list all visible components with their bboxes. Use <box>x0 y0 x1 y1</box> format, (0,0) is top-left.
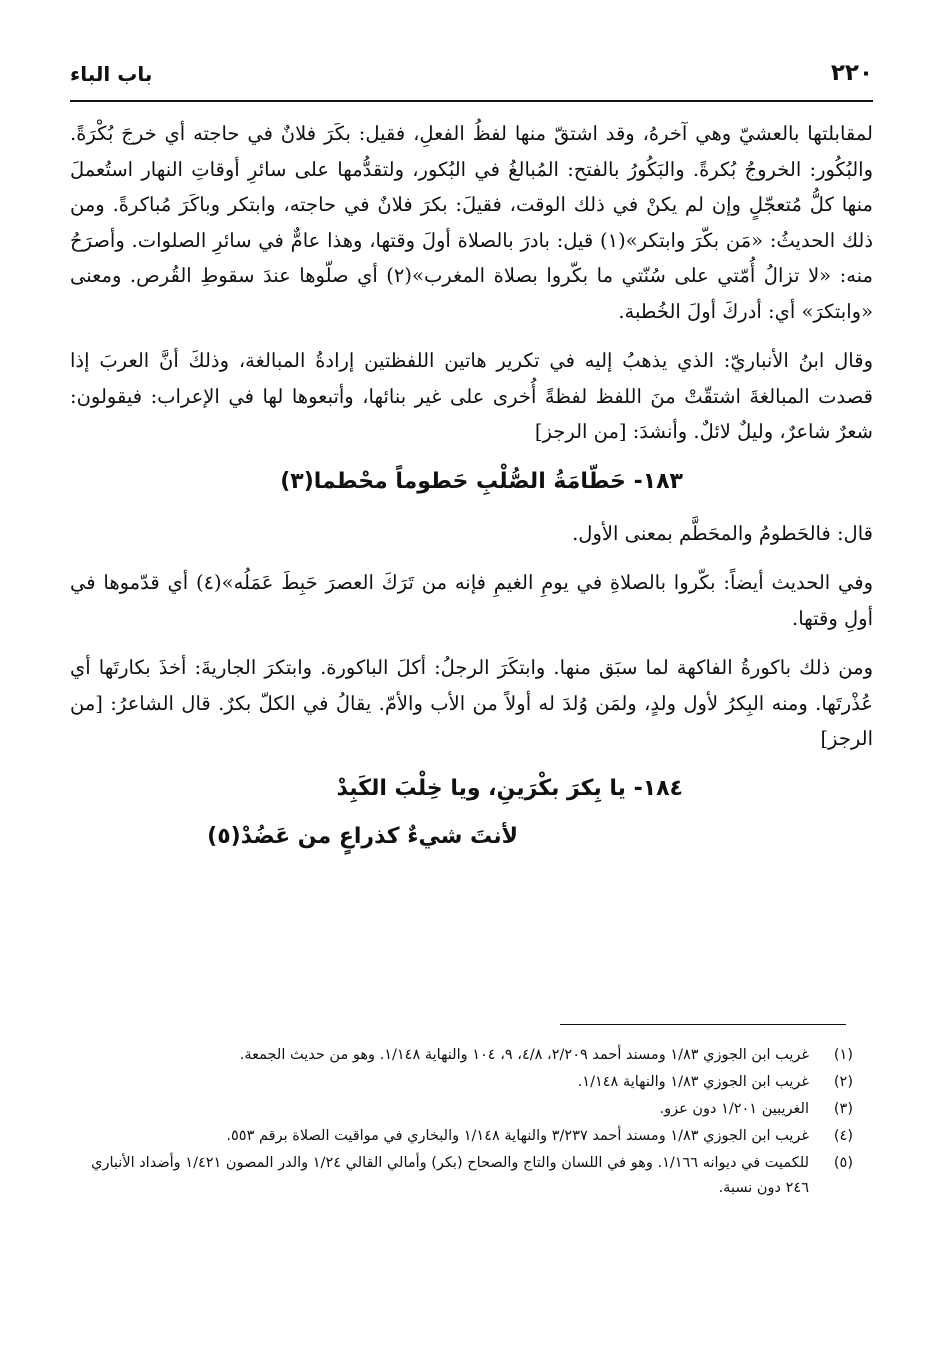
verse-184-second-hemistich: لأنتَ شيءٌ كذراعٍ من عَضُدْ(٥) <box>207 823 518 849</box>
page-number: ٢٢٠ <box>830 60 873 86</box>
paragraph-5: ومن ذلك باكورةُ الفاكهة لما سبَق منها. وابتكَرَ الرجلُ: أكلَ الباكورة. وابتكرَ الجاريةَ: أخذَ بكارتَها أي عُذْرتَها. ومنه البِكرُ لأول ولدٍ، ولمَن وُلدَ له أولاً من الأب والأمّ. يقالُ في الكلّ بكرٌ. قال الشاعرُ: [من الرجز] <box>70 656 873 750</box>
footnote-number: (٤) <box>833 1128 853 1144</box>
page-header <box>70 56 873 96</box>
header-rule <box>70 100 873 102</box>
footnote-2 <box>80 1070 853 1095</box>
footnote-number: (٢) <box>833 1074 853 1090</box>
paragraph-2: وقال ابنُ الأنباريّ: الذي يذهبُ إليه في تكرير هاتين اللفظتين إرادةُ المبالغة، وذلكَ أنَّ العربَ إذا قصدت المبالغةَ اشتقّتْ منَ اللفظ لفظةً أُخرى على غير بنائها، وأتبعوها لها في الإعراب: فيقولون: شعرٌ شاعرٌ، وليلٌ لائلٌ. وأنشدَ: [من الرجز] <box>70 349 873 443</box>
main-text <box>70 116 873 855</box>
running-head: باب الباء <box>70 62 153 86</box>
paragraph-4: وفي الحديث أيضاً: بكّروا بالصلاةِ في يومِ الغيمِ فإنه من تَرَكَ العصرَ حَبِطَ عَمَلُه»(٤) أي قدّموها في أولِ وقتها. <box>70 571 873 630</box>
footnote-rule <box>560 1024 846 1025</box>
footnote-number: (٥) <box>833 1155 853 1171</box>
footnote-4 <box>80 1124 853 1149</box>
footnote-text: للكميت في ديوانه ١/١٦٦. وهو في اللسان والتاج والصحاح (بكر) وأمالي القالي ١/٢٤ والدر المصون ١/٤٢١ وأضداد الأنباري ٢٤٦ دون نسبة. <box>91 1155 809 1196</box>
footnote-text: الغريبين ١/٢٠١ دون عزو. <box>659 1101 809 1117</box>
footnote-text: غريب ابن الجوزي ١/٨٣ ومسند أحمد ٣/٢٣٧ والنهاية ١/١٤٨ والبخاري في مواقيت الصلاة برقم ٥٥٣. <box>226 1128 809 1144</box>
footnote-text: غريب ابن الجوزي ١/٨٣ والنهاية ١/١٤٨. <box>577 1074 809 1090</box>
footnotes <box>80 1043 853 1203</box>
footnote-3 <box>80 1097 853 1122</box>
footnote-number: (٣) <box>833 1101 853 1117</box>
footnote-5 <box>80 1151 853 1201</box>
paragraph-1: لمقابلتها بالعشيّ وهي آخرهُ، وقد اشتقّ منها لفظُ الفعلِ، فقيل: بكَرَ فلانٌ في حاجته أي خرجَ بُكْرَةً. والبُكُور: الخروجُ بُكرةً. والبَكُورُ بالفتح: المُبالغُ في البُكور، ولتقدُّمها على سائرِ أوقاتِ النهار استُعملَ منها كلُّ مُتعجّلٍ وإن لم يكنْ في ذلك الوقت، فقيلَ: بكرَ فلانٌ في حاجته، وابتكر وباكَرَ مُباكرةً. ومن ذلك الحديثُ: «مَن بكّرَ وابتكر»(١) قيل: بادرَ بالصلاة أولَ وقتها، وهذا عامٌّ في سائرِ الصلوات. وأصرَحُ منه: «لا تزالُ أُمّتي على سُنّتي ما بكّروا بصلاة المغرب»(٢) أي صلّوها عندَ سقوطِ القُرص. ومعنى «وابتكرَ» أي: أدركَ أولَ الخُطبة. <box>70 122 874 323</box>
verse-183: ١٨٣- حَطّامَةُ الصُّلْبِ حَطوماً محْطما(٣) <box>280 468 683 494</box>
footnote-1 <box>80 1043 853 1068</box>
footnote-text: غريب ابن الجوزي ١/٨٣ ومسند أحمد ٢/٢٠٩، ٤/٨، ٩، ١٠٤ والنهاية ١/١٤٨. وهو من حديث الجمعة. <box>239 1047 809 1063</box>
footnote-number: (١) <box>833 1047 853 1063</box>
paragraph-3: قال: فالحَطومُ والمحَطَّم بمعنى الأول. <box>572 521 873 545</box>
verse-184-first-hemistich: ١٨٤- يا بِكرَ بكْرَينِ، ويا خِلْبَ الكَبِدْ <box>336 775 683 801</box>
